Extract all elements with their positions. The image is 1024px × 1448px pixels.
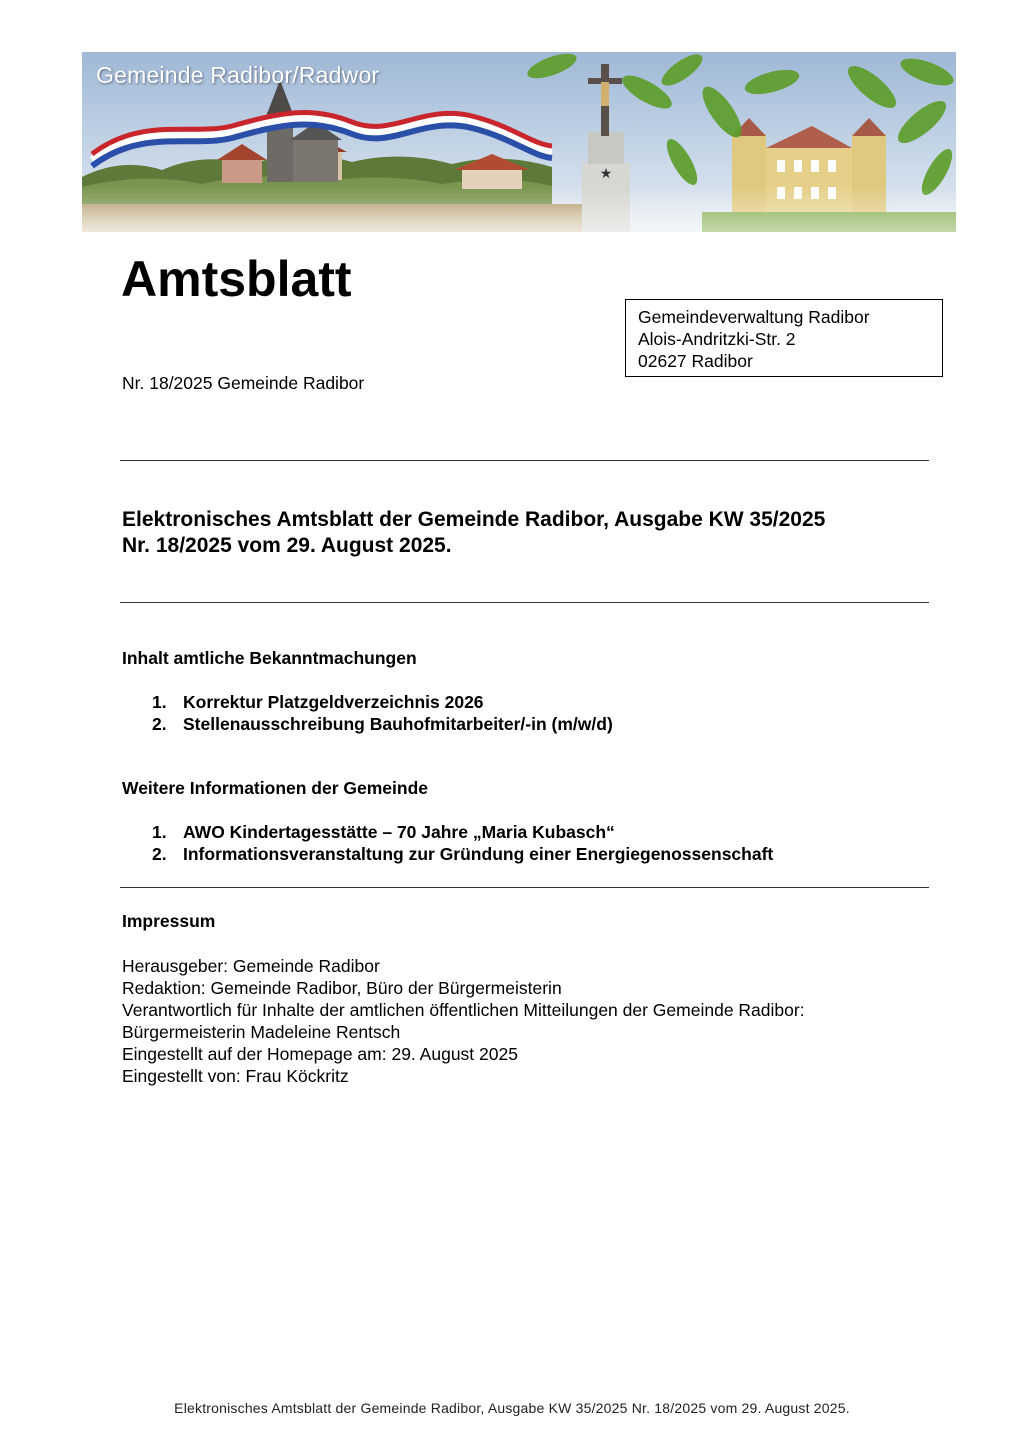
- impressum-block: [122, 955, 805, 1087]
- further-list: [152, 821, 773, 865]
- headline: [122, 507, 825, 559]
- address-line: Gemeindeverwaltung Radibor: [638, 307, 870, 327]
- impressum-line: Bürgermeisterin Madeleine Rentsch: [122, 1022, 401, 1042]
- page-title: Amtsblatt: [121, 251, 352, 307]
- headline-line: Elektronisches Amtsblatt der Gemeinde Radibor, Ausgabe KW 35/2025: [122, 508, 826, 531]
- address-line: 02627 Radibor: [638, 351, 753, 371]
- address-box: [625, 299, 943, 377]
- divider: [120, 460, 929, 461]
- impressum-line: Verantwortlich für Inhalte der amtlichen öffentlichen Mitteilungen der Gemeinde Radibor:: [122, 1000, 805, 1020]
- list-item: [152, 691, 613, 713]
- list-item-text: Informationsveranstaltung zur Gründung einer Energiegenossenschaft: [183, 844, 774, 864]
- list-item: [152, 843, 773, 865]
- list-item-number: 1.: [152, 692, 167, 712]
- list-item: [152, 713, 613, 735]
- divider: [120, 887, 929, 888]
- list-item-number: 2.: [152, 844, 167, 864]
- impressum-line: Herausgeber: Gemeinde Radibor: [122, 956, 380, 976]
- impressum-heading: Impressum: [122, 911, 216, 931]
- header-banner: [82, 52, 956, 232]
- headline-line: Nr. 18/2025 vom 29. August 2025.: [122, 534, 452, 557]
- page-footer: Elektronisches Amtsblatt der Gemeinde Radibor, Ausgabe KW 35/2025 Nr. 18/2025 vom 29. August 2025.: [174, 1400, 850, 1416]
- impressum-line: Eingestellt von: Frau Köckritz: [122, 1066, 349, 1086]
- divider: [120, 602, 929, 603]
- list-item-text: Korrektur Platzgeldverzeichnis 2026: [183, 692, 484, 712]
- list-item-text: Stellenausschreibung Bauhofmitarbeiter/-in (m/w/d): [183, 714, 613, 734]
- issue-line: Nr. 18/2025 Gemeinde Radibor: [122, 373, 365, 393]
- address-line: Alois-Andritzki-Str. 2: [638, 329, 796, 349]
- official-heading: Inhalt amtliche Bekanntmachungen: [122, 648, 417, 668]
- list-item-number: 2.: [152, 714, 167, 734]
- banner-title: Gemeinde Radibor/Radwor: [96, 62, 380, 88]
- impressum-line: Redaktion: Gemeinde Radibor, Büro der Bürgermeisterin: [122, 978, 562, 998]
- impressum-line: Eingestellt auf der Homepage am: 29. August 2025: [122, 1044, 518, 1064]
- list-item-number: 1.: [152, 822, 167, 842]
- further-heading: Weitere Informationen der Gemeinde: [122, 778, 428, 798]
- list-item: [152, 821, 773, 843]
- official-list: [152, 691, 613, 735]
- list-item-text: AWO Kindertagesstätte – 70 Jahre „Maria Kubasch“: [183, 822, 615, 842]
